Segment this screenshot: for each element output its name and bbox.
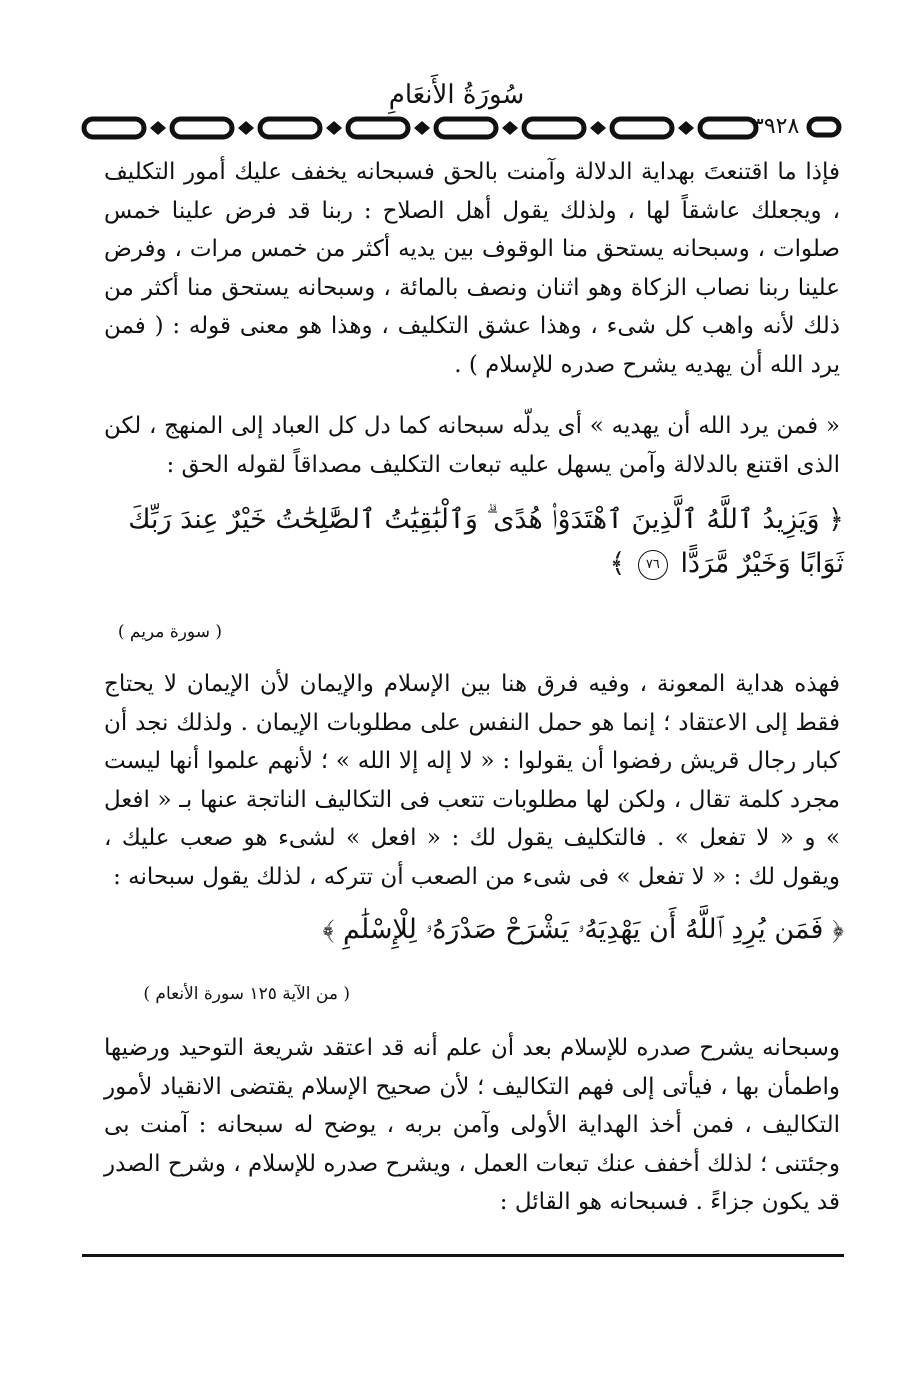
verse-open-bracket: ﴿ [832, 914, 844, 945]
quran-verse-1 [100, 498, 844, 586]
page-number [752, 112, 862, 142]
verse-close-bracket: ﴾ [609, 548, 626, 579]
paragraph-2: « فمن يرد الله أن يهديه » أى يدلّه سبحانه كما دل كل العباد إلى المنهج ، لكن الذى اقتنع بالدلالة وآمن يسهل عليه تبعات التكليف مصداقاً لقوله الحق : [104, 413, 840, 478]
paragraph-1: فإذا ما اقتنعتَ بهداية الدلالة وآمنت بالحق فسبحانه يخفف عليك أمور التكليف ، ويجعلك عاشقاً لها ، ولذلك يقول أهل الصلاح : ربنا قد فرض علينا خمس صلوات ، وسبحانه يستحق منا الوقوف بين يديه أكثر من خمس مرات ، وفرض علينا ربنا نصاب الزكاة وهو اثنان ونصف بالمائة ، وسبحانه يستحق منا أكثر من ذلك لأنه واهب كل شىء ، وهذا عشق التكليف ، وهذا هو معنى قوله : ( فمن يرد الله أن يهديه يشرح صدره للإسلام ) . [104, 159, 841, 378]
paragraph-3: فهذه هداية المعونة ، وفيه فرق هنا بين الإسلام والإيمان لأن الإيمان لا يحتاج فقط إلى الاعتقاد ؛ إنما هو حمل النفس على مطلوبات الإيمان . ولذلك نجد أن كبار رجال قريش رفضوا أن يقولوا : « لا إله إلا الله » ؛ لأنهم علموا أنها ليست مجرد كلمة تقال ، ولكن لها مطلوبات تتعب فى التكاليف الناتجة عنها بـ « افعل » و « لا تفعل » . فالتكليف يقول لك : « افعل » لشىء هو صعب عليك ، ويقول لك : « لا تفعل » فى شىء من الصعب أن تتركه ، لذلك يقول سبحانه : [104, 671, 840, 890]
verse-text: فَمَن يُرِدِ ٱللَّهُ أَن يَهْدِيَهُۥ يَشْرَحْ صَدْرَهُۥ لِلْإِسْلَٰمِ [343, 914, 824, 945]
page-number-text: ٣٩٢٨ [752, 114, 800, 139]
border-end-ornament [806, 116, 842, 138]
ayah-number-marker: ٧٦ [638, 550, 668, 580]
paragraph-4: وسبحانه يشرح صدره للإسلام بعد أن علم أنه قد اعتقد شريعة التوحيد ورضيها واطمأن بها ، فيأتى إلى فهم التكاليف ؛ لأن صحيح الإسلام يقتضى الانقياد لأمور التكاليف ، فمن أخذ الهداية الأولى وآمن بربه ، يوضح له سبحانه : آمنت بى وجئتنى ؛ لذلك أخفف عنك تبعات العمل ، ويشرح صدره للإسلام ، وشرح الصدر قد يكون جزاءً . فسبحانه هو القائل : [104, 1035, 840, 1215]
verse-reference-1: ( سورة مريم ) [117, 622, 222, 642]
bottom-divider [82, 1254, 844, 1257]
verse-close-bracket: ﴾ [322, 914, 335, 945]
verse-open-bracket: ﴿ [828, 504, 844, 535]
surah-title: سُورَةُ الأَنعَامِ [388, 80, 525, 110]
quran-verse-2 [100, 908, 844, 952]
ornamental-border [80, 113, 760, 143]
verse-reference-2: ( من الآية ١٢٥ سورة الأنعام ) [143, 984, 350, 1004]
verse-text: وَيَزِيدُ ٱللَّهُ ٱلَّذِينَ ٱهْتَدَوْا۟ هُدًى ۗ وَٱلْبَٰقِيَٰتُ ٱلصَّٰلِحَٰتُ خَيْرٌ عِندَ رَبِّكَ ثَوَابًا وَخَيْرٌ مَّرَدًّا [128, 504, 844, 579]
